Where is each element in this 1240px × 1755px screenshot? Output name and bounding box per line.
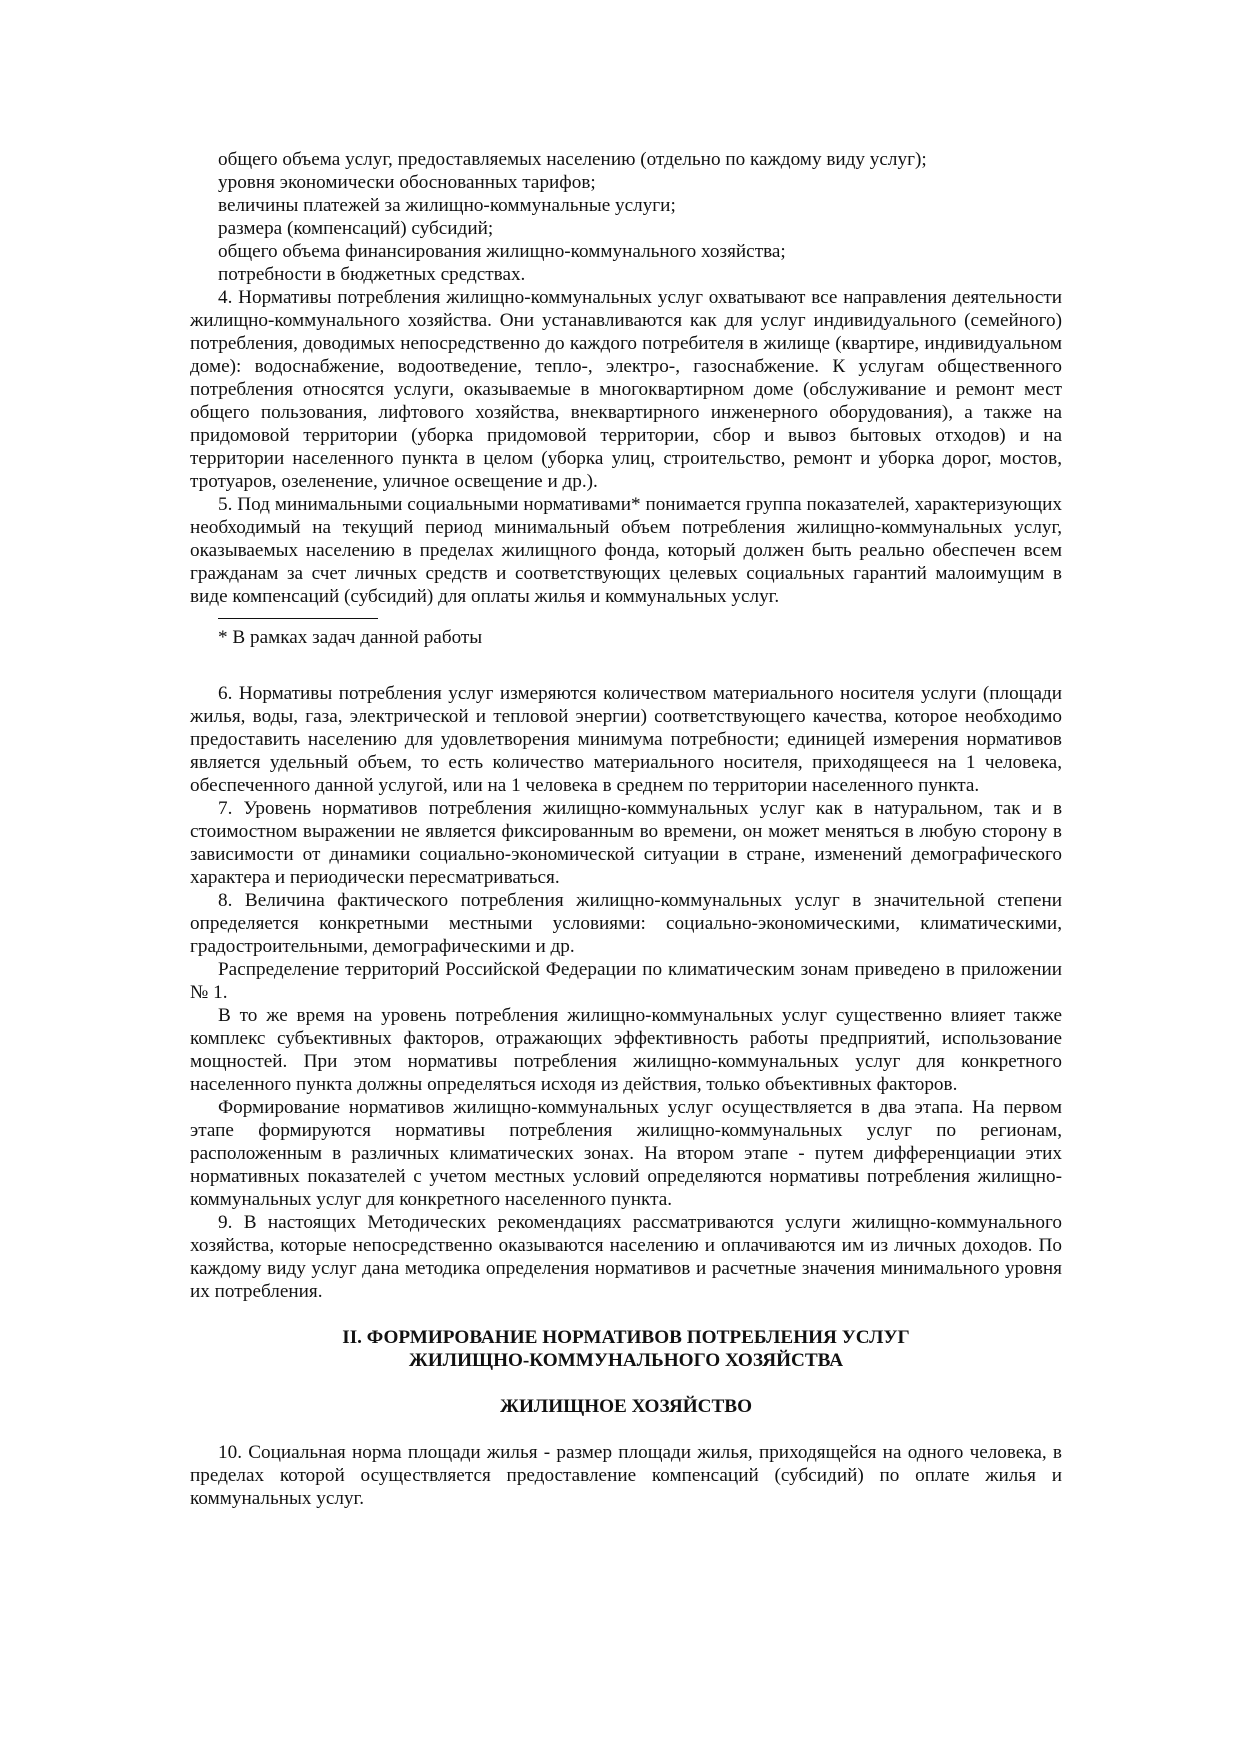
list-item: размера (компенсаций) субсидий; xyxy=(218,218,494,239)
footnote-divider xyxy=(218,618,378,619)
paragraph-10: 10. Социальная норма площади жилья - размер площади жилья, приходящейся на одного человека, в пределах которой осуществляется предоставление компенсаций (субсидий) по оплате жилья и коммунальных услуг. xyxy=(190,1442,1062,1509)
criteria-list xyxy=(190,148,1062,286)
paragraph-climate-zones: Распределение территорий Российской Федерации по климатическим зонам приведено в приложении № 1. xyxy=(190,959,1062,1003)
document-page xyxy=(190,148,1062,1510)
paragraph-5: 5. Под минимальными социальными нормативами* понимается группа показателей, характеризующих необходимый на текущий период минимальный объем потребления жилищно-коммунальных услуг, оказываемых населению в пределах жилищного фонда, который должен быть реально обеспечен всем гражданам за счет личных средств и соответствующих целевых социальных гарантий малоимущим в виде компенсаций (субсидий) для оплаты жилья и коммунальных услуг. xyxy=(190,494,1062,607)
paragraph-4: 4. Нормативы потребления жилищно-коммунальных услуг охватывают все направления деятельности жилищно-коммунального хозяйства. Они устанавливаются как для услуг индивидуального (семейного) потребления, доводимых непосредственно до каждого потребителя в жилище (квартире, индивидуальном доме): водоснабжение, водоотведение, тепло-, электро-, газоснабжение. К услугам общественного потребления относятся услуги, оказываемые в многоквартирном доме (обслуживание и ремонт мест общего пользования, лифтового хозяйства, внеквартирного инженерного оборудования), а также на придомовой территории (уборка придомовой территории, сбор и вывоз бытовых отходов) и на территории населенного пункта в целом (уборка улиц, строительство, ремонт и уборка дорог, мостов, тротуаров, озеленение, уличное освещение и др.). xyxy=(190,287,1062,492)
spacer xyxy=(190,649,1062,672)
paragraph-two-stages: Формирование нормативов жилищно-коммунальных услуг осуществляется в два этапа. На первом этапе формируются нормативы потребления жилищно-коммунальных услуг по регионам, расположенным в различных климатических зонах. На втором этапе - путем дифференциации этих нормативных показателей с учетом местных условий определяются нормативы потребления жилищно-коммунальных услуг для конкретного населенного пункта. xyxy=(190,1097,1062,1210)
paragraph-6: 6. Нормативы потребления услуг измеряются количеством материального носителя услуги (площади жилья, воды, газа, электрической и тепловой энергии) соответствующего качества, которое необходимо предоставить населению для удовлетворения минимума потребности; единицей измерения нормативов является удельный объем, то есть количество материального носителя, приходящееся на 1 человека, обеспеченного данной услугой, или на 1 человека в среднем по территории населенного пункта. xyxy=(190,683,1062,796)
paragraph-7: 7. Уровень нормативов потребления жилищно-коммунальных услуг как в натуральном, так и в стоимостном выражении не является фиксированным во времени, он может меняться в любую сторону в зависимости от динамики социально-экономической ситуации в стране, изменений демографического характера и периодически пересматриваться. xyxy=(190,798,1062,888)
list-item: уровня экономически обоснованных тарифов; xyxy=(218,172,596,193)
paragraph-9: 9. В настоящих Методических рекомендациях рассматриваются услуги жилищно-коммунального хозяйства, которые непосредственно оказываются населению и оплачиваются им из личных доходов. По каждому виду услуг дана методика определения нормативов и расчетные значения минимального уровня их потребления. xyxy=(190,1212,1062,1302)
section-heading-line2: ЖИЛИЩНО-КОММУНАЛЬНОГО ХОЗЯЙСТВА xyxy=(408,1350,844,1371)
list-item: потребности в бюджетных средствах. xyxy=(218,264,526,285)
footnote: * В рамках задач данной работы xyxy=(218,627,483,648)
paragraph-8: 8. Величина фактического потребления жилищно-коммунальных услуг в значительной степени определяется конкретными местными условиями: социально-экономическими, климатическими, градостроительными, демографическими и др. xyxy=(190,890,1062,957)
list-item: общего объема финансирования жилищно-коммунального хозяйства; xyxy=(218,241,786,262)
paragraph-subjective-factors: В то же время на уровень потребления жилищно-коммунальных услуг существенно влияет также комплекс субъективных факторов, отражающих эффективность работы предприятий, использование мощностей. При этом нормативы потребления жилищно-коммунальных услуг для конкретного населенного пункта должны определяться исходя из действия, только объективных факторов. xyxy=(190,1005,1062,1095)
list-item: величины платежей за жилищно-коммунальные услуги; xyxy=(218,195,676,216)
subheading: ЖИЛИЩНОЕ ХОЗЯЙСТВО xyxy=(500,1396,752,1417)
section-heading-line1: II. ФОРМИРОВАНИЕ НОРМАТИВОВ ПОТРЕБЛЕНИЯ УСЛУГ xyxy=(342,1327,910,1348)
list-item: общего объема услуг, предоставляемых населению (отдельно по каждому виду услуг); xyxy=(218,149,927,170)
